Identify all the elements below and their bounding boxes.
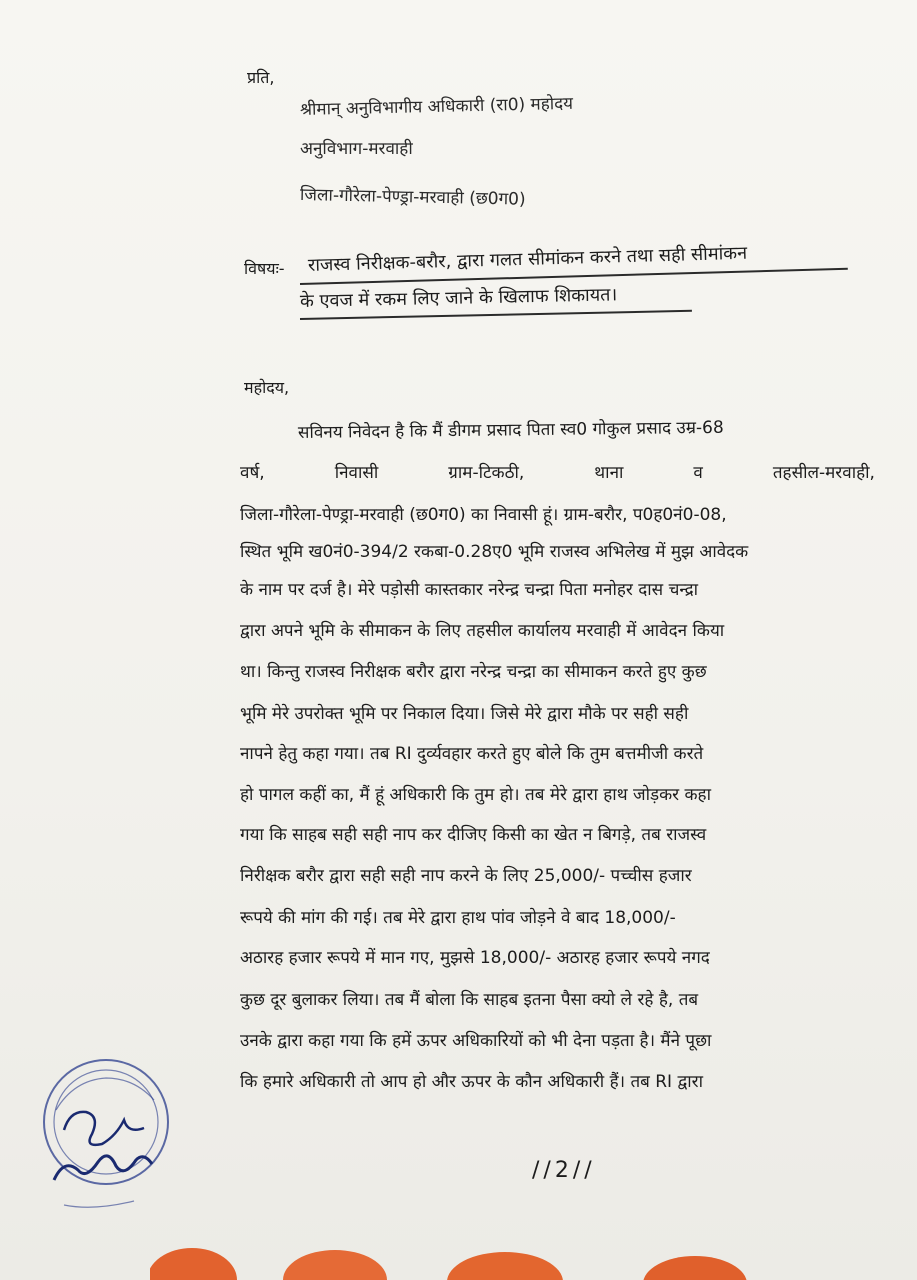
addressee-line-3: जिला-गौरेला-पेण्ड्रा-मरवाही (छ0ग0) <box>299 185 526 210</box>
body-line: द्वारा अपने भूमि के सीमाकन के लिए तहसील कार्यालय मरवाही में आवेदन किया <box>240 621 725 641</box>
body-line: गया कि साहब सही सही नाप कर दीजिए किसी का खेत न बिगड़े, तब राजस्व <box>240 825 707 845</box>
salutation: महोदय, <box>244 378 290 397</box>
body-line: कुछ दूर बुलाकर लिया। तब मैं बोला कि साहब इतना पैसा क्यो ले रहे है, तब <box>240 990 699 1010</box>
body-line-2-word: थाना <box>594 463 624 483</box>
fingers-photo-artifact <box>150 1230 850 1280</box>
body-line: उनके द्वारा कहा गया कि हमें ऊपर अधिकारियों को भी देना पड़ता है। मैंने पूछा <box>240 1031 712 1051</box>
body-line: अठारह हजार रूपये में मान गए, मुझसे 18,000/- अठारह हजार रूपये नगद <box>240 948 710 968</box>
body-line: कि हमारे अधिकारी तो आप हो और ऊपर के कौन अधिकारी हैं। तब RI द्वारा <box>240 1072 704 1092</box>
page-number: //2// <box>532 1158 596 1183</box>
body-line: के नाम पर दर्ज है। मेरे पड़ोसी कास्तकार नरेन्द्र चन्द्रा पिता मनोहर दास चन्द्रा <box>240 580 699 600</box>
body-line: रूपये की मांग की गई। तब मेरे द्वारा हाथ पांव जोड़ने वे बाद 18,000/- <box>240 908 676 928</box>
prati-label: प्रति, <box>247 68 275 87</box>
subject-line-1: राजस्व निरीक्षक-बरौर, द्वारा गलत सीमांकन करने तथा सही सीमांकन <box>307 242 748 276</box>
office-stamp-seal <box>34 1040 184 1220</box>
addressee-line-1: श्रीमान् अनुविभागीय अधिकारी (रा0) महोदय <box>299 93 574 120</box>
body-line: भूमि मेरे उपरोक्त भूमि पर निकाल दिया। जिसे मेरे द्वारा मौके पर सही सही <box>240 704 689 724</box>
addressee-line-2: अनुविभाग-मरवाही <box>300 139 413 159</box>
body-line: नापने हेतु कहा गया। तब RI दुर्व्यवहार करते हुए बोले कि तुम बत्तमीजी करते <box>240 744 704 764</box>
body-line-1: सविनय निवेदन है कि मैं डीगम प्रसाद पिता स्व0 गोकुल प्रसाद उम्र-68 <box>297 417 724 443</box>
body-line: स्थित भूमि ख0नं0-394/2 रकबा-0.28ए0 भूमि राजस्व अभिलेख में मुझ आवेदक <box>240 542 749 562</box>
body-line: था। किन्तु राजस्व निरीक्षक बरौर द्वारा नरेन्द्र चन्द्रा का सीमाकन करते हुए कुछ <box>240 662 707 682</box>
body-line: निरीक्षक बरौर द्वारा सही सही नाप करने के लिए 25,000/- पच्चीस हजार <box>240 866 692 886</box>
body-line-2-word: तहसील-मरवाही, <box>772 463 875 483</box>
subject-line-2: के एवज में रकम लिए जाने के खिलाफ शिकायत। <box>299 284 618 312</box>
body-line-2-word: व <box>693 463 703 483</box>
subject-label: विषयः- <box>244 259 285 278</box>
body-line: हो पागल कहीं का, मैं हूं अधिकारी कि तुम हो। तब मेरे द्वारा हाथ जोड़कर कहा <box>240 785 711 805</box>
body-line: जिला-गौरेला-पेण्ड्रा-मरवाही (छ0ग0) का निवासी हूं। ग्राम-बरौर, प0ह0नं0-08, <box>240 505 727 525</box>
body-line-2-word: निवासी <box>334 463 379 483</box>
body-line-2-word: ग्राम-टिकठी, <box>448 463 525 483</box>
body-line-2 <box>240 461 875 485</box>
body-line-2-word: वर्ष, <box>240 463 265 483</box>
